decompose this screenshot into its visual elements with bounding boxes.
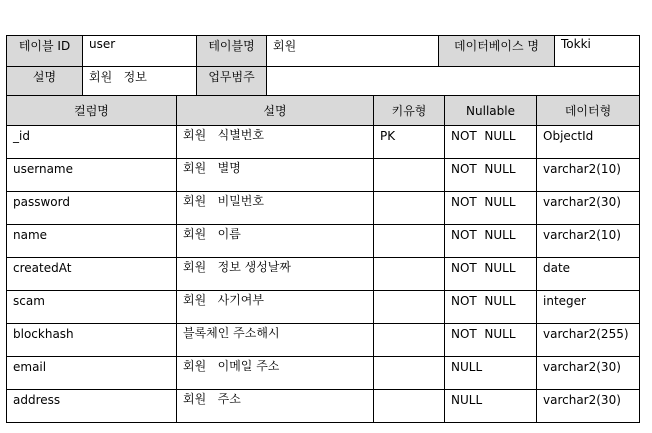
cell-data-type: varchar2(30) <box>537 390 640 423</box>
table-row <box>7 390 640 423</box>
cell-description: 블록체인 주소해시 <box>177 324 374 357</box>
table-row <box>7 357 640 390</box>
table-id-value: user <box>83 36 197 67</box>
cell-key-type <box>374 324 445 357</box>
header-column-name: 컬럼명 <box>7 96 177 126</box>
table-meta <box>6 35 640 98</box>
table-row <box>7 258 640 291</box>
cell-key-type <box>374 357 445 390</box>
cell-column-name: password <box>7 192 177 225</box>
cell-description: 회원 사기여부 <box>177 291 374 324</box>
cell-nullable: NOT NULL <box>445 159 537 192</box>
cell-data-type: varchar2(255) <box>537 324 640 357</box>
table-name-value: 회원 <box>267 36 439 67</box>
cell-data-type: varchar2(10) <box>537 225 640 258</box>
cell-data-type: ObjectId <box>537 126 640 159</box>
cell-column-name: _id <box>7 126 177 159</box>
table-row <box>7 159 640 192</box>
cell-description: 회원 주소 <box>177 390 374 423</box>
header-description: 설명 <box>177 96 374 126</box>
cell-description: 회원 정보 생성날짜 <box>177 258 374 291</box>
cell-nullable: NOT NULL <box>445 225 537 258</box>
table-columns <box>6 95 640 423</box>
header-row <box>7 96 640 126</box>
table-row <box>7 324 640 357</box>
cell-column-name: address <box>7 390 177 423</box>
cell-description: 회원 식별번호 <box>177 126 374 159</box>
cell-description: 회원 이메일 주소 <box>177 357 374 390</box>
desc-value: 회원 정보 <box>83 67 197 98</box>
cell-nullable: NULL <box>445 390 537 423</box>
cell-key-type <box>374 192 445 225</box>
cell-data-type: varchar2(30) <box>537 357 640 390</box>
cell-nullable: NOT NULL <box>445 258 537 291</box>
cell-data-type: integer <box>537 291 640 324</box>
cell-data-type: date <box>537 258 640 291</box>
header-nullable: Nullable <box>445 96 537 126</box>
table-name-label: 테이블명 <box>197 36 267 67</box>
cell-data-type: varchar2(10) <box>537 159 640 192</box>
db-name-label: 데이터베이스 명 <box>439 36 555 67</box>
cell-description: 회원 이름 <box>177 225 374 258</box>
scope-label: 업무범주 <box>197 67 267 98</box>
table-row <box>7 192 640 225</box>
table-row <box>7 126 640 159</box>
cell-key-type <box>374 159 445 192</box>
cell-key-type <box>374 291 445 324</box>
cell-nullable: NULL <box>445 357 537 390</box>
table-row <box>7 291 640 324</box>
cell-nullable: NOT NULL <box>445 324 537 357</box>
cell-nullable: NOT NULL <box>445 126 537 159</box>
db-name-value: Tokki <box>555 36 640 67</box>
cell-column-name: name <box>7 225 177 258</box>
table-row <box>7 225 640 258</box>
cell-data-type: varchar2(30) <box>537 192 640 225</box>
cell-description: 회원 별명 <box>177 159 374 192</box>
header-data-type: 데이터형 <box>537 96 640 126</box>
desc-label: 설명 <box>7 67 83 98</box>
cell-column-name: username <box>7 159 177 192</box>
table-id-label: 테이블 ID <box>7 36 83 67</box>
scope-value <box>267 67 640 98</box>
cell-key-type <box>374 390 445 423</box>
cell-column-name: createdAt <box>7 258 177 291</box>
header-key-type: 키유형 <box>374 96 445 126</box>
cell-column-name: blockhash <box>7 324 177 357</box>
cell-column-name: email <box>7 357 177 390</box>
cell-key-type: PK <box>374 126 445 159</box>
cell-key-type <box>374 258 445 291</box>
cell-key-type <box>374 225 445 258</box>
cell-nullable: NOT NULL <box>445 192 537 225</box>
cell-column-name: scam <box>7 291 177 324</box>
cell-description: 회원 비밀번호 <box>177 192 374 225</box>
meta-row-2 <box>7 67 640 98</box>
meta-row-1 <box>7 36 640 67</box>
cell-nullable: NOT NULL <box>445 291 537 324</box>
